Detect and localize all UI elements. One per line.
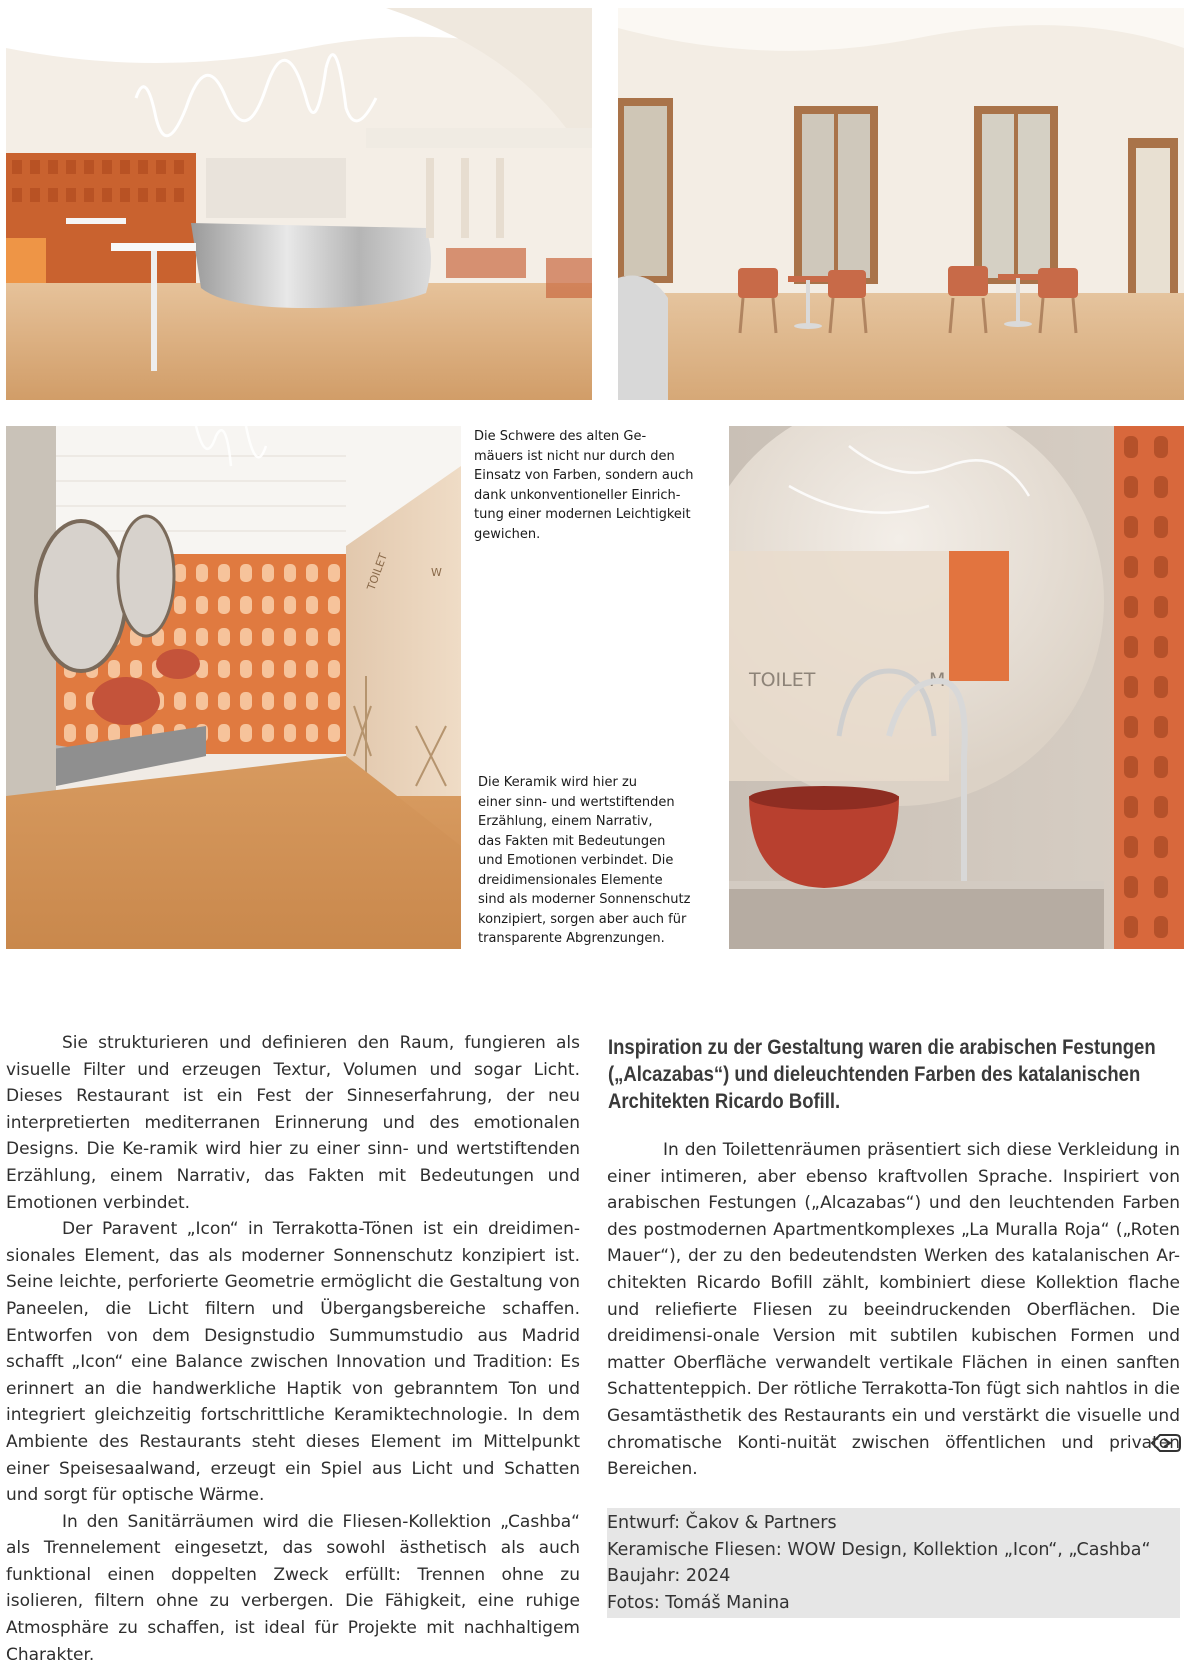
credit-design: Entwurf: Čakov & Partners [607, 1513, 837, 1533]
photo-dining-windows [618, 8, 1184, 400]
photo-sign-toilet-left: TOILET [364, 551, 390, 593]
credit-photos: Fotos: Tomáš Manina [607, 1592, 790, 1613]
caption-line: gewichen. [474, 526, 541, 542]
caption-line: Die Keramik wird hier zu [478, 775, 638, 790]
credits-box [607, 1508, 1180, 1618]
caption-line: tung einer modernen Leichtigkeit [474, 507, 691, 522]
body-paragraph: In den Sanitärräumen wird die Fliesen-Kollektion „Cashba“ als Trennelement eingesetzt, das sowohl ästhetisch als auch funktional einen doppelten Zweck erfüllt: Trennen ohne zu isolieren, filtern ohne zu verbergen. Die Fähigkeit, eine ruhige Atmosphäre zu schaffen, ist ideal für Projekte mit nachhaltigem Charakter. [6, 1511, 580, 1665]
caption-line: Erzählung, einem Narrativ, [478, 814, 653, 829]
body-paragraph: Der Paravent „Icon“ in Terrakotta-Tönen ist ein dreidimen-sionales Element, das als moderner Sonnenschutz konzipiert ist. Seine leichte, perforierte Geometrie ermöglicht die Gestaltung von Paneelen, die Licht filtern und Übergangsbereiche schaffen. Entworfen von dem Designstudio Summumstudio aus Madrid schafft „Icon“ eine Balance zwischen Innovation und Tradition: Es erinnert an die handwerkliche Haptik von gebranntem Ton und integriert gleichzeitig fortschrittliche Keramiktechnologie. In dem Ambiente des Restaurants steht dieses Element im Mittelpunkt einer Speisesaalwand, erzeugt ein Spiel aus Licht und Schatten und sorgt für optische Wärme. [6, 1219, 580, 1506]
credit-tiles: Keramische Fliesen: WOW Design, Kollektion „Icon“, „Cashba“ [607, 1539, 1151, 1560]
lead-quote: Inspiration zu der Gestaltung waren die arabischen Festungen („Alcazabas“) und dieleuchtenden Farben des katalanischen Architekten Ricardo Bofill. [608, 1035, 1156, 1113]
caption-line: und Emotionen verbindet. Die [478, 853, 674, 868]
body-left-column [6, 1030, 580, 1668]
photo-washroom-overview [6, 426, 461, 949]
caption-line: transparente Abgrenzungen. [478, 931, 665, 946]
caption-line: dank unkonventioneller Einrich- [474, 487, 681, 503]
photo-sign-toilet-mirror: TOILET [749, 669, 816, 691]
caption-line: Einsatz von Farben, sondern auch [474, 468, 694, 483]
caption-line: einer sinn- und wertstiftenden [478, 794, 675, 810]
caption-line: mäuers ist nicht nur durch den [474, 448, 675, 464]
photo-sign-m: M [929, 669, 946, 691]
body-right-column [607, 1137, 1180, 1483]
photo-bar-interior [6, 8, 592, 400]
caption-line: das Fakten mit Bedeutungen [478, 833, 666, 849]
photo-basin-closeup [729, 426, 1184, 949]
caption-bottom [478, 773, 728, 949]
caption-line: sind als moderner Sonnenschutz [478, 892, 691, 907]
body-paragraph: Sie strukturieren und definieren den Raum, fungieren als visuelle Filter und erzeugen Textur, Volumen und sogar Licht. Dieses Restaurant ist ein Fest der Sinneserfahrung, der neu interpretierten mediterranen Erinnerung und des emotionalen Designs. Die Ke-ramik wird hier zu einer sinn- und wertstiftenden Erzählung, einem Narrativ, das Fakten mit Bedeutungen und Emotionen verbindet. [6, 1033, 580, 1213]
caption-top [474, 427, 724, 544]
caption-line: Die Schwere des alten Ge- [474, 429, 647, 444]
end-of-article-icon [1150, 1433, 1182, 1453]
caption-line: konzipiert, sorgen aber auch für [478, 911, 687, 927]
credit-year: Baujahr: 2024 [607, 1566, 731, 1586]
caption-line: dreidimensionales Elemente [478, 872, 663, 888]
body-paragraph: In den Toilettenräumen präsentiert sich diese Verkleidung in einer intimeren, aber ebenso kraftvollen Sprache. Inspiriert von arabischen Festungen („Alcazabas“) und den leuchtenden Farben des postmodernen Apartmentkomplexes „La Muralla Roja“ („Roten Mauer“), der zu den bedeutendsten Werken des katalanischen Ar-chitekten Ricardo Bofill zählt, kombiniert diese Kollektion flache und reliefierte Fliesen zu beeindruckenden Oberflächen. Die dreidimensi-onale Version mit subtilen kubischen Formen und matter Oberfläche verwandelt vertikale Flächen in einen sanften Schattenteppich. Der rötliche Terrakotta-Ton fügt sich nahtlos in die Gesamtästhetik des Restaurants ein und verstärkt die visuelle und chromatische Konti-nuität zwischen öffentlichen und privaten Bereichen. [607, 1140, 1181, 1480]
photo-sign-w: W [431, 566, 442, 579]
